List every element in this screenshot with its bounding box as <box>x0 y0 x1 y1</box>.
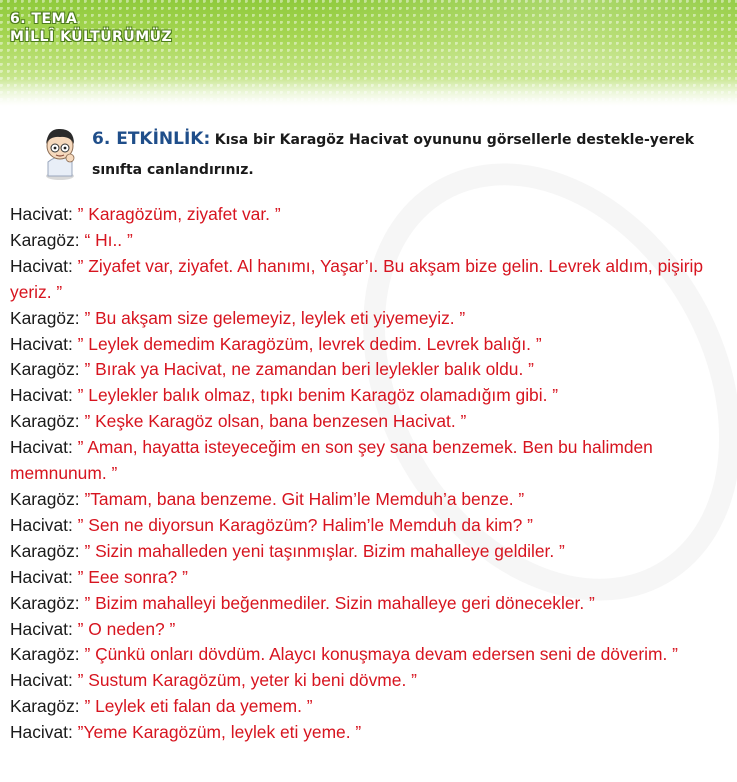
dialogue-line <box>10 694 730 720</box>
speech-text: ” Ziyafet var, ziyafet. Al hanımı, Yaşar’ı. Bu akşam bize gelin. Levrek aldım, pişirip yeriz. ” <box>10 255 704 302</box>
speech-text: ” Bırak ya Hacivat, ne zamandan beri leylekler balık oldu. ” <box>79 359 534 380</box>
speech-text: ” Sizin mahalleden yeni taşınmışlar. Bizim mahalleye geldiler. ” <box>79 540 565 561</box>
speaker-name: Hacivat: <box>10 437 73 458</box>
speech-text: ” Leylekler balık olmaz, tıpkı benim Karagöz olamadığım gibi. ” <box>72 385 559 406</box>
dialogue-line <box>10 617 730 643</box>
theme-title <box>10 10 172 46</box>
speech-text: ” O neden? ” <box>72 618 176 639</box>
speaker-name: Karagöz: <box>10 644 80 665</box>
theme-number: 6. TEMA <box>10 11 78 27</box>
speaker-name: Karagöz: <box>10 307 80 328</box>
dialogue-line <box>10 565 730 591</box>
thinking-child-icon <box>36 122 84 182</box>
speaker-name: Hacivat: <box>10 722 73 743</box>
dialogue-line <box>10 513 730 539</box>
speech-text: ” Çünkü onları dövdüm. Alaycı konuşmaya devam edersen seni de döverim. ” <box>79 644 678 665</box>
dialogue-line <box>10 642 730 668</box>
speech-text: ” Bu akşam size gelemeyiz, leylek eti yiyemeyiz. ” <box>79 307 466 328</box>
speaker-name: Hacivat: <box>10 204 73 224</box>
speech-text: ” Karagözüm, ziyafet var. ” <box>72 204 281 224</box>
theme-name: MİLLÎ KÜLTÜRÜMÜZ <box>10 29 173 45</box>
speech-text: ”Yeme Karagözüm, leylek eti yeme. ” <box>72 722 362 743</box>
dialogue-line <box>10 383 730 409</box>
speech-text: ” Leylek eti falan da yemem. ” <box>79 696 313 717</box>
speaker-name: Hacivat: <box>10 333 73 354</box>
speech-text: ” Eee sonra? ” <box>72 566 188 587</box>
dialogue-script <box>10 202 730 746</box>
dialogue-line <box>10 487 730 513</box>
speaker-name: Karagöz: <box>10 592 80 613</box>
speaker-name: Hacivat: <box>10 670 73 691</box>
speaker-name: Karagöz: <box>10 696 80 717</box>
speech-text: ” Leylek demedim Karagözüm, levrek dedim. Levrek balığı. ” <box>72 333 542 354</box>
speaker-name: Karagöz: <box>10 229 80 250</box>
speaker-name: Hacivat: <box>10 255 73 276</box>
speaker-name: Hacivat: <box>10 385 73 406</box>
theme-header-band <box>0 0 737 108</box>
speech-text: ” Bizim mahalleyi beğenmediler. Sizin mahalleye geri dönecekler. ” <box>79 592 595 613</box>
activity-label: 6. ETKİNLİK: <box>92 129 211 149</box>
speaker-name: Karagöz: <box>10 488 80 509</box>
header-decoration <box>317 0 737 70</box>
activity-body: Kısa bir Karagöz Hacivat oyununu görsellerle destekle-yerek sınıfta canlandırınız. <box>92 132 695 178</box>
dialogue-line <box>10 668 730 694</box>
dialogue-line <box>10 539 730 565</box>
speech-text: “ Hı.. ” <box>79 229 133 250</box>
speaker-name: Hacivat: <box>10 514 73 535</box>
speech-text: ” Aman, hayatta isteyeceğim en son şey sana benzemek. Ben bu halimden memnunum. ” <box>10 437 653 484</box>
speech-text: ” Sen ne diyorsun Karagözüm? Halim’le Memduh da kim? ” <box>72 514 533 535</box>
dialogue-line <box>10 306 730 332</box>
dialogue-line <box>10 409 730 435</box>
speaker-name: Hacivat: <box>10 618 73 639</box>
dialogue-line <box>10 435 730 487</box>
speaker-name: Karagöz: <box>10 359 80 380</box>
dialogue-line <box>10 357 730 383</box>
speaker-name: Hacivat: <box>10 566 73 587</box>
speaker-name: Karagöz: <box>10 540 80 561</box>
dialogue-line <box>10 202 730 228</box>
speech-text: ” Keşke Karagöz olsan, bana benzesen Hacivat. ” <box>79 411 467 432</box>
dialogue-line <box>10 332 730 358</box>
dialogue-line <box>10 591 730 617</box>
dialogue-line <box>10 720 730 746</box>
speech-text: ” Sustum Karagözüm, yeter ki beni dövme. ” <box>72 670 417 691</box>
dialogue-line <box>10 228 730 254</box>
activity-instruction <box>92 124 712 185</box>
speech-text: ”Tamam, bana benzeme. Git Halim’le Memduh’a benze. ” <box>79 488 525 509</box>
dialogue-line <box>10 254 730 306</box>
speaker-name: Karagöz: <box>10 411 80 432</box>
